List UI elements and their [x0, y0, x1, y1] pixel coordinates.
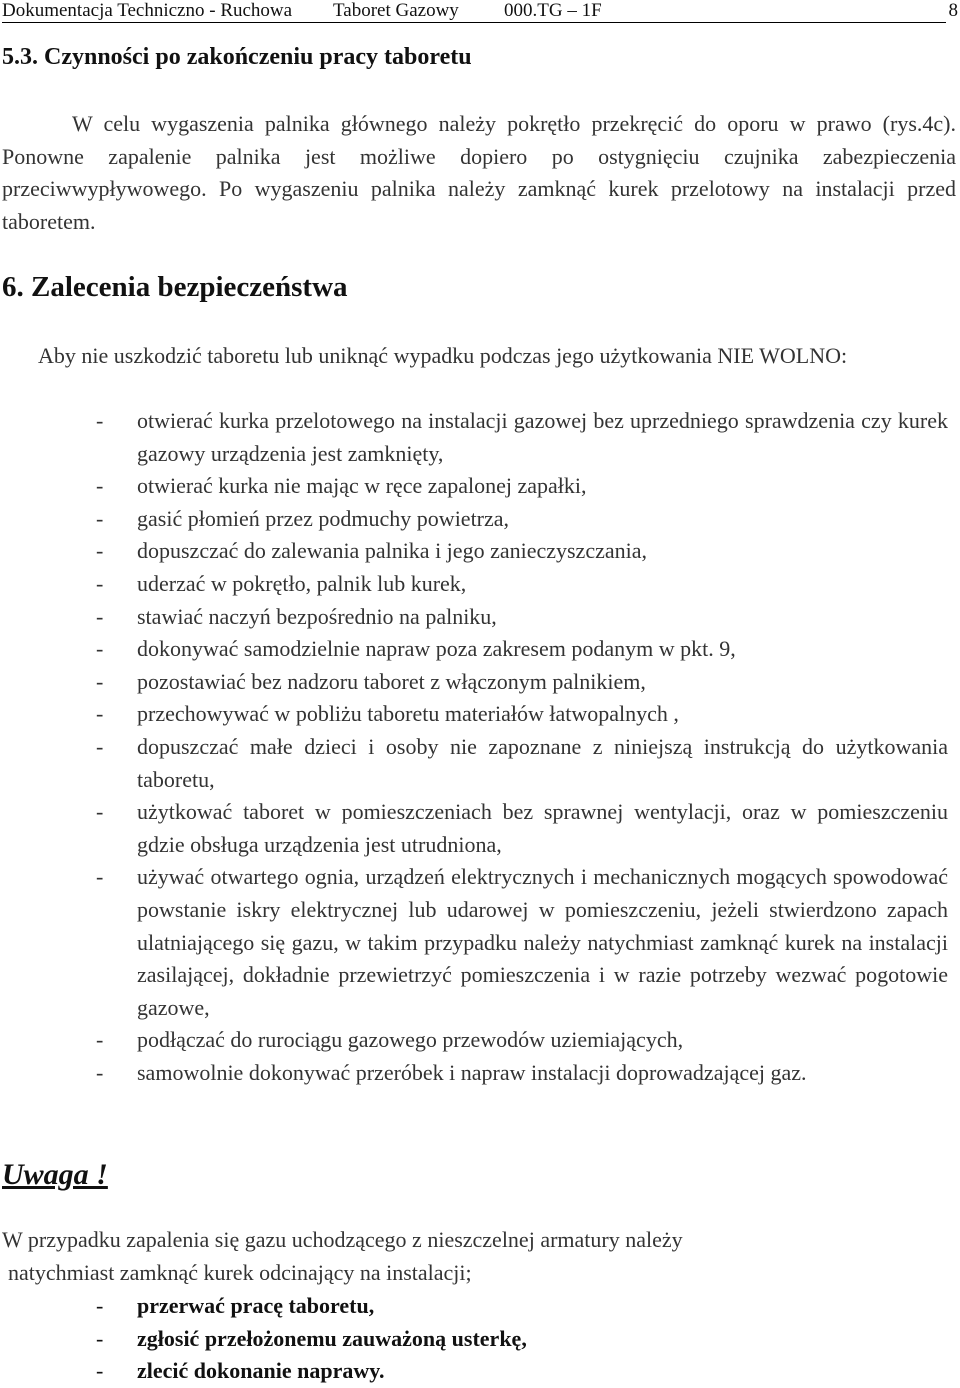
- warning-label: Uwaga !: [2, 1158, 108, 1191]
- list-item-text: dokonywać samodzielnie napraw poza zakresem podanym w pkt. 9,: [137, 636, 736, 662]
- list-item: [0, 535, 960, 568]
- list-item-text: przechowywać w pobliżu taboretu materiałów łatwopalnych ,: [137, 701, 679, 727]
- header-code: 000.TG – 1F: [504, 0, 602, 21]
- list-item: [0, 666, 960, 699]
- list-dash: -: [96, 701, 104, 727]
- header-page-number: 8: [948, 0, 958, 21]
- list-item: [0, 568, 960, 601]
- list-item-text: samowolnie dokonywać przeróbek i napraw instalacji doprowadzającej gaz.: [137, 1059, 807, 1085]
- list-item-text: podłączać do rurociągu gazowego przewodów uziemiających,: [137, 1027, 684, 1053]
- list-dash: -: [96, 864, 104, 890]
- list-item-text: zgłosić przełożonemu zauważoną usterkę,: [137, 1325, 527, 1351]
- section-6-title: 6. Zalecenia bezpieczeństwa: [2, 271, 348, 303]
- list-dash: -: [96, 1293, 104, 1318]
- list-dash: -: [96, 603, 104, 629]
- list-item-text: przerwać pracę taboretu,: [137, 1293, 375, 1318]
- list-dash: -: [96, 1325, 104, 1351]
- list-item: [0, 796, 960, 861]
- list-item-text: dopuszczać do zalewania palnika i jego zanieczyszczania,: [137, 538, 647, 564]
- list-item: [0, 1290, 960, 1323]
- list-item-text: używać otwartego ognia, urządzeń elektrycznych i mechanicznych mogących spowodować powstanie iskry elektrycznej lub udarowej w pomieszczeniu, jeżeli stwierdzono zapach ulatniającego się gazu, w takim przypadku należy natychmiast zamknąć kurek na instalacji zasilającej, dokładnie przewietrzyć pomieszczenia i w razie potrzeby wezwać pogotowie gazowe,: [137, 864, 948, 1020]
- list-dash: -: [96, 668, 104, 694]
- list-item-text: otwierać kurka nie mając w ręce zapalonej zapałki,: [137, 473, 587, 499]
- prohibitions-list: [0, 405, 960, 1089]
- list-item-text: stawiać naczyń bezpośrednio na palniku,: [137, 603, 497, 629]
- list-item: [0, 1057, 960, 1090]
- section-5-3-paragraph: [2, 108, 956, 238]
- list-item-text: zlecić dokonanie naprawy.: [137, 1358, 385, 1383]
- list-item: [0, 1024, 960, 1057]
- list-item: [0, 405, 960, 470]
- list-dash: -: [96, 408, 104, 433]
- list-item-text: dopuszczać małe dzieci i osoby nie zapoznane z niniejszą instrukcją do użytkowania taboretu,: [137, 733, 948, 792]
- list-dash: -: [96, 473, 104, 499]
- warning-text-line1: W przypadku zapalenia się gazu uchodzącego z nieszczelnej armatury należy: [2, 1227, 683, 1252]
- list-dash: -: [96, 733, 104, 759]
- list-item-text: gasić płomień przez podmuchy powietrza,: [137, 505, 510, 531]
- header-doc-type: Dokumentacja Techniczno - Ruchowa: [2, 0, 293, 21]
- list-dash: -: [96, 799, 104, 825]
- list-dash: -: [96, 636, 104, 662]
- section-5-3-text: W celu wygaszenia palnika głównego należy pokrętło przekręcić do oporu w prawo (rys.4c). Ponowne zapalenie palnika jest możliwe dopiero po ostygnięciu czujnika zabezpieczenia przeciwwypływowego. Po wygaszeniu palnika należy zamknąć kurek przelotowy na instalacji przed taboretem.: [2, 111, 956, 234]
- list-item: [0, 861, 960, 1024]
- list-item: [0, 1323, 960, 1356]
- list-item: [0, 470, 960, 503]
- list-item-text: otwierać kurka przelotowego na instalacji gazowej bez uprzedniego sprawdzenia czy kurek gazowy urządzenia jest zamknięty,: [137, 408, 948, 466]
- warning-paragraph: [2, 1224, 902, 1289]
- list-item: [0, 698, 960, 731]
- list-item-text: użytkować taboret w pomieszczeniach bez sprawnej wentylacji, oraz w pomieszczeniu gdzie obsługa urządzenia jest utrudniona,: [137, 799, 948, 857]
- page-header: [2, 0, 958, 23]
- list-dash: -: [96, 1027, 104, 1053]
- list-item-text: pozostawiać bez nadzoru taboret z włączonym palnikiem,: [137, 668, 646, 694]
- section-5-3-title: 5.3. Czynności po zakończeniu pracy taboretu: [2, 44, 472, 70]
- list-item: [0, 601, 960, 634]
- list-dash: -: [96, 1358, 104, 1383]
- list-item: [0, 1355, 960, 1388]
- warning-text-line2: natychmiast zamknąć kurek odcinający na instalacji;: [8, 1259, 472, 1285]
- list-item: [0, 633, 960, 666]
- list-dash: -: [96, 1059, 104, 1085]
- header-product: Taboret Gazowy: [333, 0, 459, 21]
- list-item: [0, 731, 960, 796]
- list-dash: -: [96, 538, 104, 564]
- warning-actions-list: [0, 1290, 960, 1388]
- list-dash: -: [96, 505, 104, 531]
- list-item-text: uderzać w pokrętło, palnik lub kurek,: [137, 570, 467, 596]
- section-6-intro: Aby nie uszkodzić taboretu lub uniknąć wypadku podczas jego użytkowania NIE WOLNO:: [38, 343, 848, 368]
- list-dash: -: [96, 570, 104, 596]
- list-item: [0, 503, 960, 536]
